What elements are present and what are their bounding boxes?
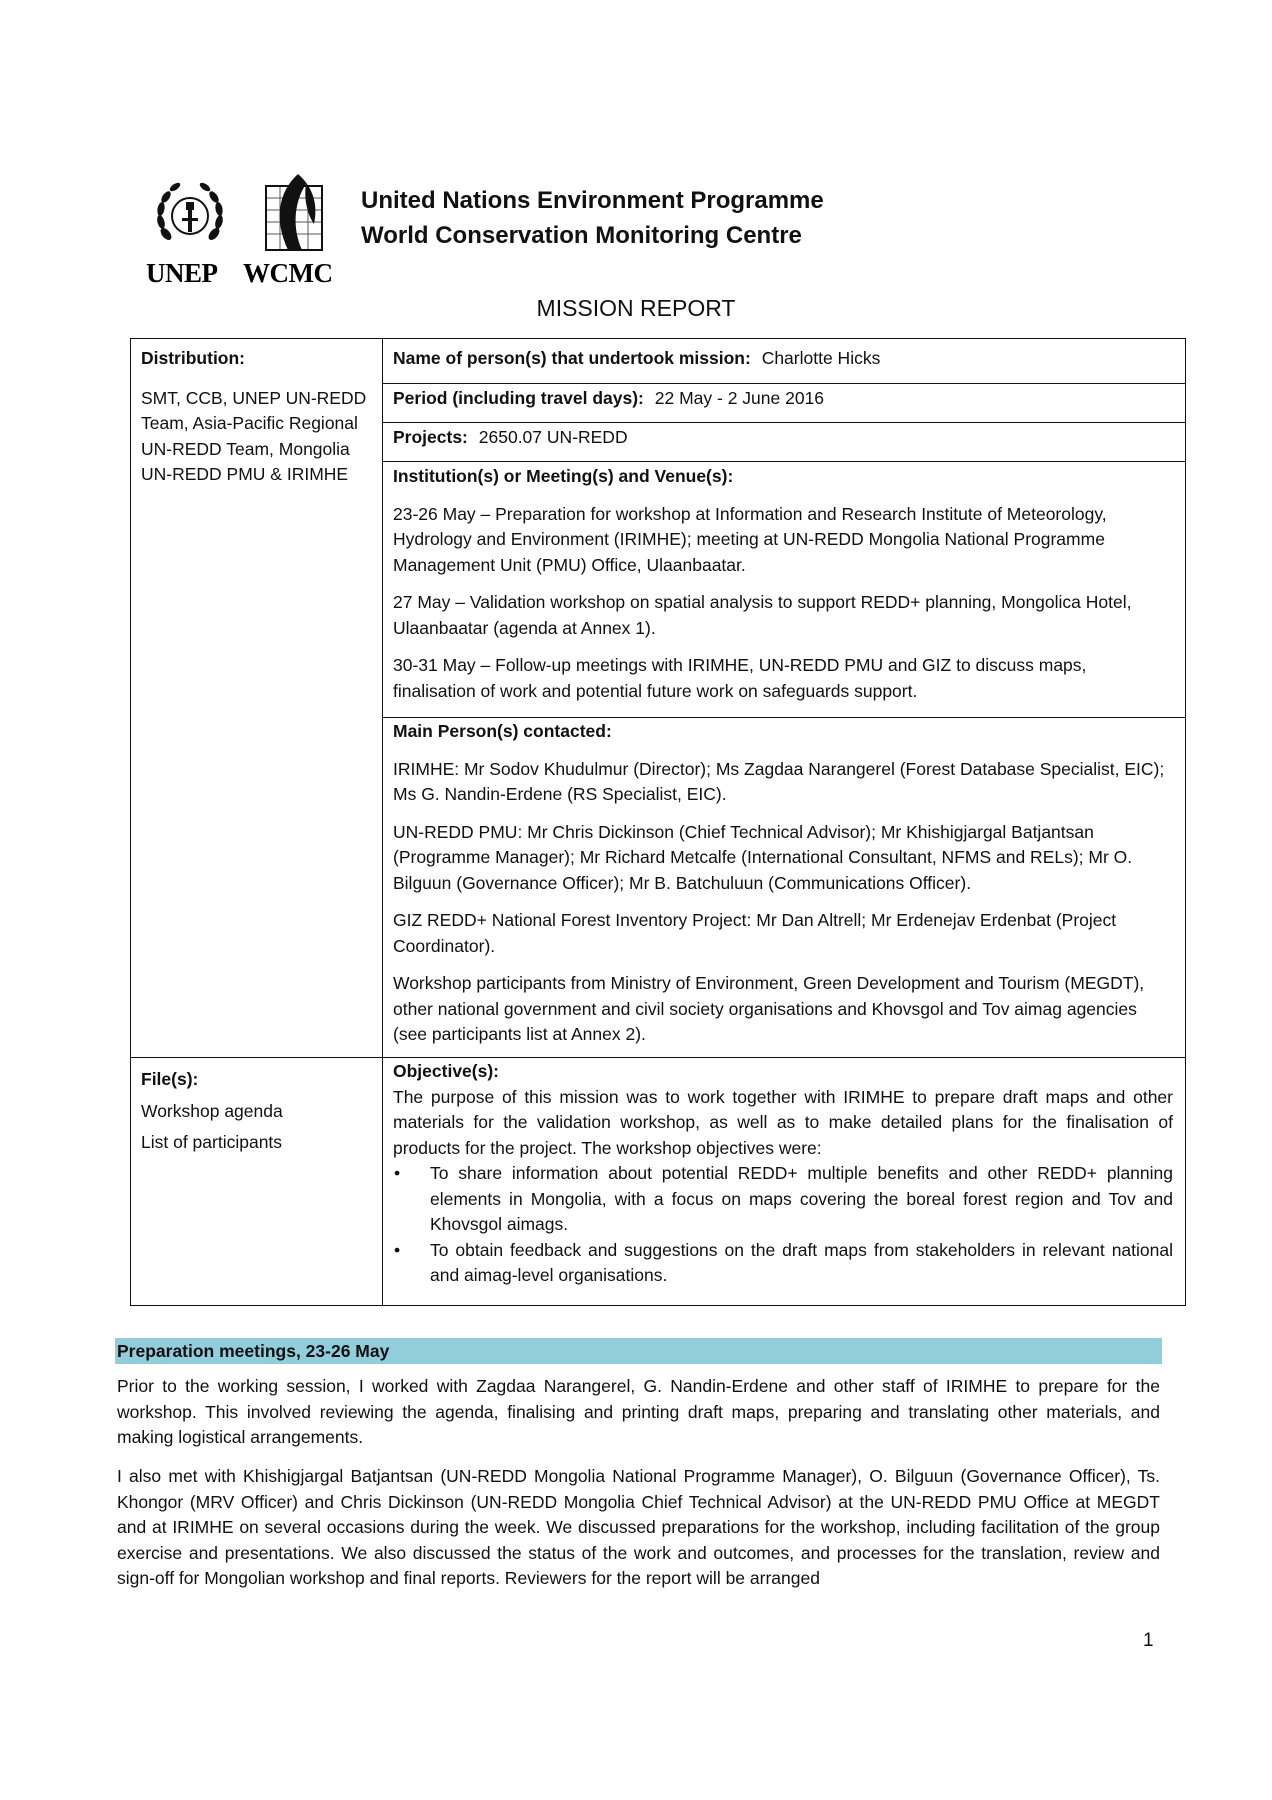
objective-bullet (393, 1238, 1173, 1289)
section-heading: Preparation meetings, 23-26 May (115, 1338, 1162, 1364)
distribution-label: Distribution: (141, 348, 246, 368)
contact-item: IRIMHE: Mr Sodov Khudulmur (Director); Ms Zagdaa Narangerel (Forest Database Specialist, EIC); Ms G. Nandin-Erdene (RS Specialist, EIC). (393, 758, 1165, 804)
objectives-label: Objective(s): (393, 1061, 499, 1081)
contact-item: UN-REDD PMU: Mr Chris Dickinson (Chief Technical Advisor); Mr Khishigjargal Batjantsan (Programme Manager); Mr Richard Metcalfe (International Consultant, NFMS and RELs); Mr O. Bilguun (Governance Officer); Mr B. Batchuluun (Communications Officer). (393, 821, 1133, 893)
contacts-row (393, 719, 1173, 1048)
org-line-2: World Conservation Monitoring Centre (361, 222, 802, 249)
files-label: File(s): (141, 1069, 199, 1089)
projects-row (393, 425, 1173, 451)
page-number: 1 (1143, 1630, 1154, 1651)
person-row (393, 346, 1173, 372)
row-divider-files (131, 1057, 1185, 1058)
venue-row (393, 464, 1173, 704)
body-paragraph: I also met with Khishigjargal Batjantsan (UN-REDD Mongolia National Programme Manager), O. Bilguun (Governance Officer), Ts. Khongor (MRV Officer) and Chris Dickinson (UN-REDD Mongolia Chief Technical Advisor) at the UN-REDD PMU Office at MEGDT and at IRIMHE on several occasions during the week. We discussed preparations for the workshop, including facilitation of the group exercise and presentations. We also discussed the status of the work and outcomes, and processes for the translation, review and sign-off for Mongolian workshop and final reports. Reviewers for the report will be arranged (117, 1466, 1160, 1588)
row-divider-contacts (382, 717, 1185, 718)
period-label: Period (including travel days): (393, 388, 644, 408)
unep-logo-text: UNEP (146, 258, 218, 288)
venue-item: 30-31 May – Follow-up meetings with IRIMHE, UN-REDD PMU and GIZ to discuss maps, finalisation of work and potential future work on safeguards support. (393, 655, 1087, 701)
objective-bullet-text: To share information about potential REDD+ multiple benefits and other REDD+ planning elements in Mongolia, with a focus on maps covering the boreal forest region and Tov and Khovsgol aimags. (430, 1163, 1173, 1234)
distribution-cell (141, 346, 377, 488)
person-value: Charlotte Hicks (761, 348, 881, 368)
page-title: MISSION REPORT (536, 295, 736, 321)
unep-emblem-icon (152, 176, 228, 256)
period-row (393, 386, 1173, 412)
table-column-divider (382, 339, 383, 1305)
objectives-row (393, 1059, 1173, 1289)
mission-table (130, 338, 1186, 1306)
venue-label: Institution(s) or Meeting(s) and Venue(s): (393, 466, 734, 486)
contact-item: Workshop participants from Ministry of Environment, Green Development and Tourism (MEGDT), other national government and civil society organisations and Khovsgol and Tov aimag agencies (see participants list at Annex 2). (393, 973, 1145, 1044)
contacts-label: Main Person(s) contacted: (393, 721, 612, 741)
bullet-icon: • (394, 1239, 401, 1260)
projects-value: 2650.07 UN-REDD (478, 427, 628, 447)
org-line-1: United Nations Environment Programme (361, 187, 824, 214)
organisation-name (361, 183, 824, 253)
objective-bullet (393, 1161, 1173, 1238)
row-divider-venue (382, 461, 1185, 462)
objective-bullet-text: To obtain feedback and suggestions on the draft maps from stakeholders in relevant national and aimag-level organisations. (430, 1239, 1173, 1285)
wcmc-logo-text: WCMC (243, 258, 333, 288)
objectives-text: The purpose of this mission was to work together with IRIMHE to prepare draft maps and other materials for the validation workshop, as well as to make detailed plans for the finalisation of products for the project. The workshop objectives were: (393, 1086, 1173, 1158)
file-item: List of participants (141, 1132, 283, 1152)
row-divider-projects (382, 422, 1185, 423)
files-cell (141, 1067, 377, 1156)
bullet-icon: • (394, 1163, 401, 1183)
logo-block (146, 176, 358, 288)
file-item: Workshop agenda (141, 1100, 283, 1121)
projects-label: Projects: (393, 427, 468, 447)
distribution-value: SMT, CCB, UNEP UN-REDD Team, Asia-Pacific Regional UN-REDD Team, Mongolia UN-REDD PMU & IRIMHE (141, 387, 367, 484)
wcmc-emblem-icon (258, 172, 330, 254)
period-value: 22 May - 2 June 2016 (654, 388, 825, 408)
body-paragraph: Prior to the working session, I worked with Zagdaa Narangerel, G. Nandin-Erdene and other staff of IRIMHE to prepare for the workshop. This involved reviewing the agenda, finalising and printing draft maps, preparing and translating other materials, and making logistical arrangements. (117, 1376, 1160, 1447)
row-divider-period (382, 383, 1185, 384)
person-label: Name of person(s) that undertook mission: (393, 348, 751, 368)
venue-item: 23-26 May – Preparation for workshop at Information and Research Institute of Meteorology, Hydrology and Environment (IRIMHE); meeting at UN-REDD Mongolia National Programme Management Unit (PMU) Office, Ulaanbaatar. (393, 503, 1107, 575)
venue-item: 27 May – Validation workshop on spatial analysis to support REDD+ planning, Mongolica Hotel, Ulaanbaatar (agenda at Annex 1). (393, 592, 1132, 638)
contact-item: GIZ REDD+ National Forest Inventory Project: Mr Dan Altrell; Mr Erdenejav Erdenbat (Project Coordinator). (393, 910, 1117, 956)
objectives-bullet-list (393, 1161, 1173, 1289)
